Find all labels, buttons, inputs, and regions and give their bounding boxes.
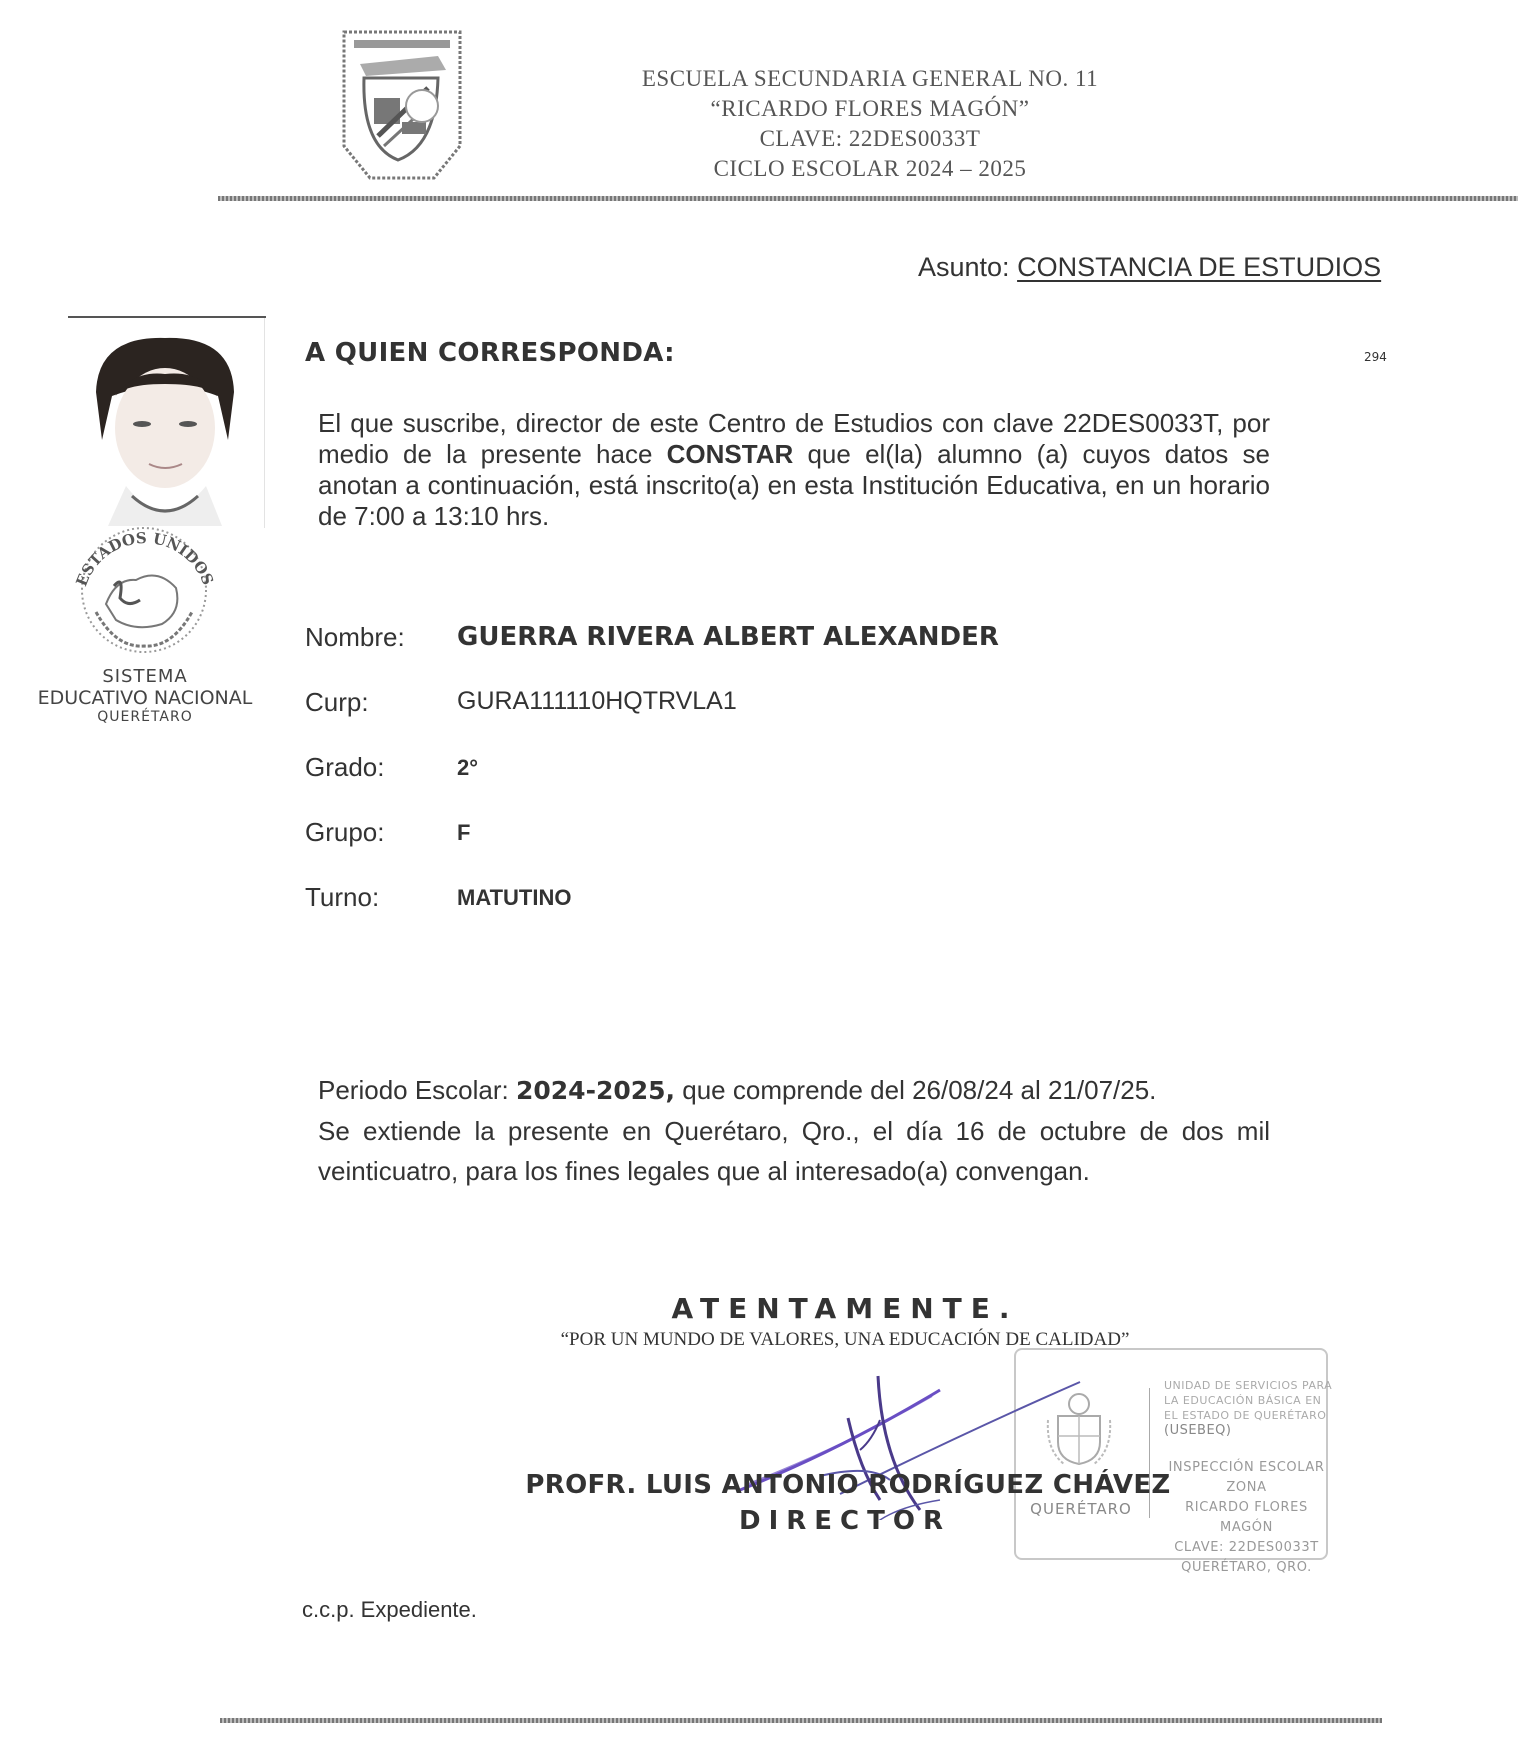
school-name: ESCUELA SECUNDARIA GENERAL NO. 11	[641, 66, 1099, 91]
stamp-school-line: INSPECCIÓN ESCOLAR ZONA	[1168, 1460, 1325, 1495]
director-title: DIRECTOR	[739, 1506, 951, 1536]
closing-salutation: ATENTAMENTE.	[671, 1292, 1019, 1325]
field-value-turno: MATUTINO	[457, 885, 572, 910]
photo-top-border	[68, 316, 266, 318]
stamp-organization	[1164, 1378, 1334, 1438]
footer-divider	[220, 1718, 1382, 1723]
sep-line-1: SISTEMA	[102, 666, 188, 687]
sep-line-3: QUERÉTARO	[97, 709, 193, 725]
field-row-nombre	[305, 622, 1205, 687]
sep-line-2: EDUCATIVO NACIONAL	[37, 687, 253, 709]
salutation: A QUIEN CORRESPONDA:	[305, 338, 675, 368]
period-line	[318, 1070, 1270, 1111]
school-motto: “POR UN MUNDO DE VALORES, UNA EDUCACIÓN DE CALIDAD”	[560, 1329, 1130, 1350]
stamp-school-line: RICARDO FLORES MAGÓN	[1185, 1500, 1308, 1535]
intro-emphasis: CONSTAR	[666, 439, 794, 469]
stamp-school-line: QUERÉTARO, QRO.	[1181, 1560, 1312, 1575]
stamp-org-acronym: (USEBEQ)	[1164, 1423, 1232, 1438]
stamp-state: QUERÉTARO	[1030, 1500, 1132, 1518]
field-value-curp: GURA111110HQTRVLA1	[457, 687, 737, 715]
closing-text: Se extiende la presente en Querétaro, Qro., el día 16 de octubre de dos mil veinticuatro, para los fines legales que al interesado(a) convengan.	[318, 1116, 1270, 1186]
period-label: Periodo Escolar:	[318, 1075, 516, 1105]
field-row-grupo	[305, 817, 1205, 882]
field-label: Curp:	[305, 687, 369, 717]
stamp-school-line: CLAVE: 22DES0033T	[1174, 1540, 1319, 1555]
subject-value: CONSTANCIA DE ESTUDIOS	[1017, 252, 1382, 282]
mexico-coat-of-arms-seal	[66, 508, 222, 656]
svg-text:ESTADOS UNIDOS MEXICANOS	[66, 508, 219, 592]
sep-label	[20, 666, 270, 725]
photo-right-border	[264, 318, 265, 528]
field-row-curp	[305, 687, 1205, 752]
carbon-copy-note: c.c.p. Expediente.	[302, 1597, 477, 1622]
intro-part-1: El que suscribe, director de este Centro de Estudios con clave 22DES0033T, por medio de la presente hace	[318, 408, 1270, 469]
field-label: Grupo:	[305, 817, 385, 847]
field-label: Grado:	[305, 752, 385, 782]
field-value-grupo: F	[457, 820, 471, 845]
field-value-nombre: GUERRA RIVERA ALBERT ALEXANDER	[457, 622, 999, 652]
field-label: Turno:	[305, 882, 380, 912]
stamp-org-line: LA EDUCACIÓN BÁSICA EN	[1164, 1394, 1322, 1407]
field-row-grado	[305, 752, 1205, 817]
subject-line	[918, 252, 1381, 283]
school-cycle: CICLO ESCOLAR 2024 – 2025	[713, 156, 1027, 181]
intro-paragraph	[318, 408, 1270, 532]
student-photo	[92, 336, 238, 526]
seal-text: ESTADOS UNIDOS	[72, 528, 218, 589]
intro-part-2: que el(la) alumno (a) cuyos datos se anotan a continuación, está inscrito(a) en esta Institución Educativa, en un horario de 7:00 a 13:10 hrs.	[318, 439, 1270, 531]
period-range: que comprende del 26/08/24 al 21/07/25.	[675, 1075, 1157, 1105]
period-years: 2024-2025,	[515, 1076, 676, 1105]
header-divider	[218, 196, 1518, 201]
field-value-grado: 2°	[457, 755, 479, 780]
director-name: PROFR. LUIS ANTONIO RODRÍGUEZ CHÁVEZ	[525, 1470, 1171, 1500]
school-honoree: “RICARDO FLORES MAGÓN”	[710, 96, 1030, 121]
school-header	[560, 64, 1180, 184]
subject-label: Asunto:	[918, 252, 1010, 282]
period-and-closing	[318, 1070, 1270, 1191]
student-data	[305, 622, 1205, 947]
school-clave: CLAVE: 22DES0033T	[759, 126, 981, 151]
school-crest-logo	[338, 28, 466, 186]
stamp-org-line: EL ESTADO DE QUERÉTARO	[1164, 1409, 1327, 1422]
field-row-turno	[305, 882, 1205, 947]
folio-number: 294	[1364, 350, 1387, 364]
stamp-org-line: UNIDAD DE SERVICIOS PARA	[1164, 1379, 1333, 1392]
field-label: Nombre:	[305, 622, 405, 652]
